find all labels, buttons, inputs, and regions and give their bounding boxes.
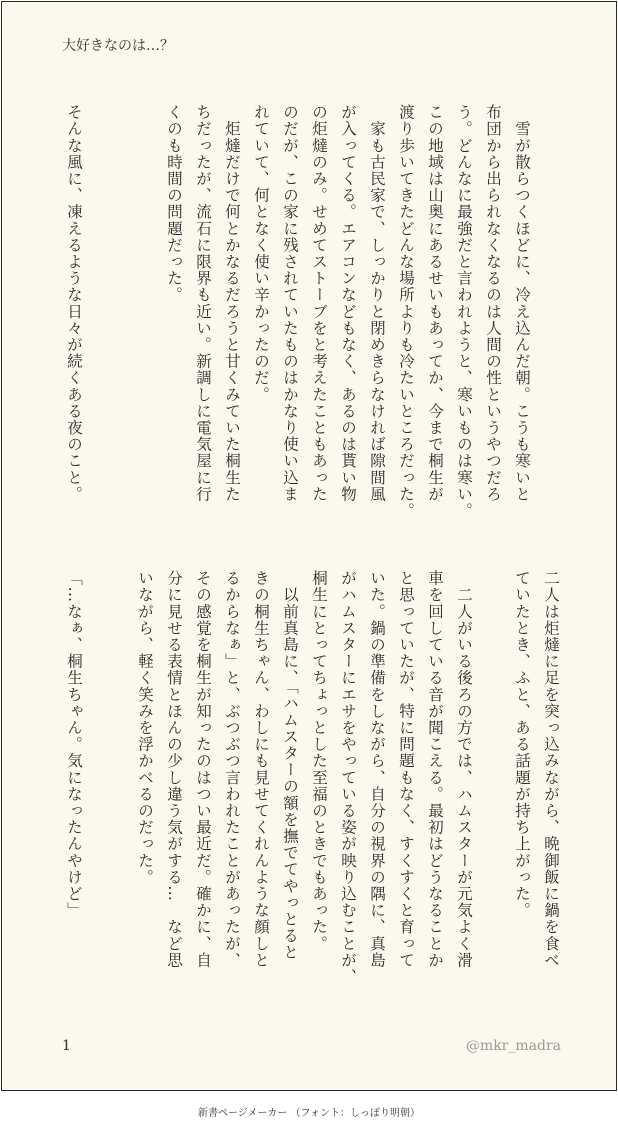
text-line: いながら、軽く笑みを浮かべるのだった。	[136, 570, 154, 886]
text-line: がハムスターにエサをやっている姿が映り込むことが、	[339, 570, 357, 985]
text-line: 二人は炬燵に足を突っ込みながら、晩御飯に鍋を食べ	[542, 570, 560, 969]
text-line: れていて、何となく使い辛かったのだ。	[252, 104, 270, 403]
text-line: 雪が散らつくほどに、冷え込んだ朝。こうも寒いと	[513, 104, 531, 503]
text-line: くのも時間の問題だった。	[165, 104, 183, 304]
text-line: が入ってくる。エアコンなどもなく、あるのは貰い物	[339, 104, 357, 503]
text-line: 布団から出られなくなるのは人間の性というやつだろ	[484, 104, 502, 503]
author-handle: @mkr_madra	[465, 1038, 561, 1054]
text-line: 炬燵だけで何とかなるだろうと甘くみていた桐生た	[223, 104, 241, 503]
text-line: 分に見せる表情とほんの少し違う気がする… など思	[165, 570, 183, 969]
text-line: のだが、この家に残されていたものはかなり使い込ま	[281, 104, 299, 503]
text-line: ていたとき、ふと、ある話題が持ち上がった。	[513, 570, 531, 919]
text-line: その感覚を桐生が知ったのはつい最近だ。確かに、自	[194, 570, 212, 969]
footer-credit: 新書ページメーカー （フォント：しっぽり明朝）	[198, 1108, 420, 1119]
text-line: 以前真島に、「ハムスターの額を撫でてやっとると	[281, 570, 299, 961]
text-line: そんな風に、凍えるような日々が続くある夜のこと。	[65, 104, 83, 503]
text-line: の炬燵のみ。せめてストーブをと考えたこともあった	[310, 104, 328, 503]
text-line: 車を回している音が聞こえる。最初はどうなることか	[426, 570, 444, 969]
text-line: 二人がいる後ろの方では、ハムスターが元気よく滑	[455, 570, 473, 969]
page-title: 大好きなのは…？	[62, 38, 174, 54]
text-line: 「…なぁ、桐生ちゃん。気になったんやけど」	[65, 570, 83, 919]
text-line: 家も古民家で、しっかりと閉めきらなければ隙間風	[368, 104, 386, 503]
text-line: この地域は山奥にあるせいもあってか、今まで桐生が	[426, 104, 444, 503]
text-line: いた。鍋の準備をしながら、自分の視界の隅に、真島	[368, 570, 386, 969]
text-line: ちだったが、流石に限界も近い。新調しに電気屋に行	[194, 104, 212, 503]
text-line: う。どんなに最強だと言われようと、寒いものは寒い。	[455, 104, 473, 519]
text-line: 渡り歩いてきたどんな場所よりも冷たいところだった。	[397, 104, 415, 519]
book-page	[1, 1, 617, 1091]
text-line: と思っていたが、特に問題もなく、すくすくと育って	[397, 570, 415, 969]
text-line: るからなぁ」と、ぶつぶつ言われたことがあったが、	[223, 570, 241, 969]
text-line: きの桐生ちゃん、わしにも見せてくれんような顔しと	[252, 570, 270, 969]
text-line: 桐生にとってちょっとした至福のときでもあった。	[310, 570, 328, 952]
page-number: 1	[62, 1038, 71, 1054]
